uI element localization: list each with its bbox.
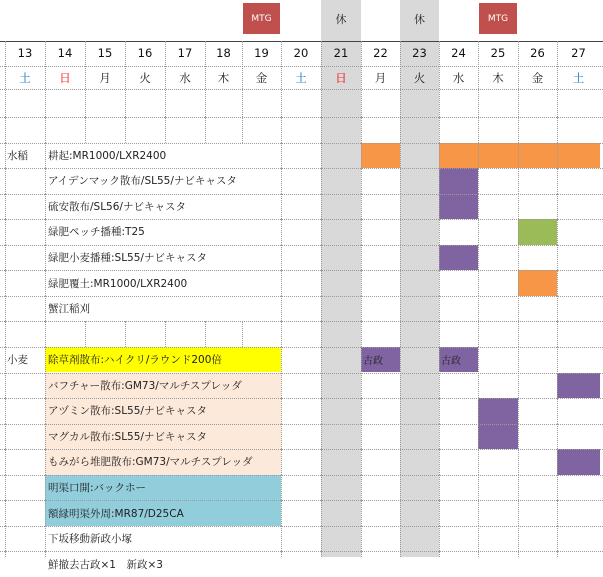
grid-col-line — [518, 373, 519, 399]
grid-col-line — [5, 219, 6, 245]
grid-col-line — [281, 475, 282, 501]
grid-col-line — [361, 143, 362, 169]
schedule-cell[interactable] — [439, 194, 478, 220]
grid-col-line — [281, 526, 282, 552]
weekday-label: 木 — [217, 71, 230, 85]
grid-col-line — [85, 321, 86, 347]
grid-col-line — [321, 219, 322, 245]
grid-col-line — [45, 117, 46, 143]
grid-col-line — [321, 194, 322, 220]
grid-col-line — [400, 117, 401, 143]
grid-col-line — [361, 117, 362, 143]
grid-col-line — [518, 194, 519, 220]
grid-col-line — [361, 551, 362, 557]
schedule-cell[interactable] — [518, 270, 557, 296]
grid-col-line — [557, 500, 558, 526]
grid-col-line — [557, 398, 558, 424]
grid-col-line — [361, 373, 362, 399]
grid-col-line — [478, 194, 479, 220]
grid-col-line — [400, 168, 401, 194]
grid-col-line — [5, 168, 6, 194]
grid-col-line — [361, 398, 362, 424]
grid-col-line — [439, 168, 440, 194]
cell-text: 古政 — [441, 356, 461, 368]
grid-col-line — [518, 347, 519, 373]
grid-col-line — [518, 551, 519, 557]
grid-col-line — [321, 475, 322, 501]
grid-col-line — [478, 398, 479, 424]
task-label[interactable]: 鮮撤去古政×1 新政×3 — [48, 558, 163, 571]
grid-col-line — [125, 117, 126, 143]
grid-col-line — [557, 245, 558, 271]
weekday-label: 水 — [179, 71, 191, 85]
grid-col-line — [439, 296, 440, 322]
task-label[interactable]: アヅミン散布:SL55/ナビキャスタ — [48, 405, 207, 418]
grid-col-line — [281, 194, 282, 220]
grid-col-line — [361, 347, 362, 373]
grid-col-line — [321, 424, 322, 450]
holiday-marker: 休 — [335, 13, 347, 26]
grid-col-line — [5, 117, 6, 143]
grid-col-line — [281, 270, 282, 296]
grid-col-line — [5, 449, 6, 475]
day-number: 15 — [97, 46, 113, 60]
weekday-label: 火 — [139, 71, 151, 85]
grid-col-line — [400, 347, 401, 373]
grid-col-line — [518, 424, 519, 450]
grid-col-line — [205, 117, 206, 143]
grid-col-line — [361, 194, 362, 220]
grid-col-line — [321, 245, 322, 271]
grid-col-line — [518, 143, 519, 169]
grid-col-line — [321, 296, 322, 322]
grid-col-line — [5, 245, 6, 271]
grid-col-line — [557, 143, 558, 169]
task-label[interactable]: 明渠口開:バックホー — [48, 481, 147, 494]
grid-col-line — [400, 270, 401, 296]
task-label[interactable]: 除草剤散布:ハイクリ/ラウンド200倍 — [48, 354, 222, 367]
grid-col-line — [361, 219, 362, 245]
grid-col-line — [5, 551, 6, 557]
weekday-label: 土 — [19, 71, 31, 85]
grid-col-line — [281, 551, 282, 557]
schedule-cell[interactable] — [439, 168, 478, 194]
day-number: 25 — [490, 46, 506, 60]
grid-col-line — [281, 168, 282, 194]
grid-col-line — [321, 143, 322, 169]
grid-col-line — [321, 347, 322, 373]
weekday-label: 金 — [531, 71, 544, 85]
grid-col-line — [518, 270, 519, 296]
grid-col-line — [85, 41, 86, 117]
grid-col-line — [439, 449, 440, 475]
grid-col-line — [439, 219, 440, 245]
task-label[interactable]: 耕起:MR1000/LXR2400 — [48, 149, 167, 162]
grid-col-line — [478, 296, 479, 322]
header-rule — [0, 41, 603, 42]
task-label[interactable]: もみがら堆肥散布:GM73/マルチスプレッダ — [48, 456, 253, 469]
grid-col-line — [321, 168, 322, 194]
grid-col-line — [85, 117, 86, 143]
grid-col-line — [5, 347, 6, 373]
grid-col-line — [518, 219, 519, 245]
grid-col-line — [518, 41, 519, 117]
grid-col-line — [439, 245, 440, 271]
grid-col-line — [557, 449, 558, 475]
grid-col-line — [321, 321, 322, 347]
grid-col-line — [242, 117, 243, 143]
grid-col-line — [281, 373, 282, 399]
schedule-cell[interactable] — [557, 373, 600, 399]
schedule-cell[interactable] — [557, 449, 600, 475]
day-number: 27 — [571, 46, 586, 60]
grid-col-line — [439, 526, 440, 552]
grid-col-line — [5, 321, 6, 347]
grid-col-line — [281, 424, 282, 450]
grid-col-line — [478, 475, 479, 501]
grid-col-line — [478, 424, 479, 450]
grid-col-line — [478, 347, 479, 373]
group-label: 小麦 — [7, 354, 28, 367]
grid-row-line — [0, 296, 603, 297]
grid-col-line — [439, 500, 440, 526]
grid-col-line — [478, 168, 479, 194]
grid-col-line — [281, 347, 282, 373]
grid-col-line — [439, 475, 440, 501]
grid-col-line — [125, 41, 126, 117]
grid-col-line — [439, 347, 440, 373]
grid-col-line — [557, 296, 558, 322]
grid-col-line — [439, 424, 440, 450]
schedule-cell[interactable] — [478, 424, 518, 450]
day-number: 20 — [293, 46, 309, 60]
day-number: 17 — [177, 46, 193, 60]
grid-col-line — [439, 321, 440, 347]
grid-col-line — [400, 526, 401, 552]
grid-col-line — [478, 500, 479, 526]
grid-col-line — [557, 41, 558, 117]
grid-col-line — [478, 143, 479, 169]
day-number: 19 — [254, 46, 269, 60]
task-label[interactable]: アイデンマック散布/SL55/ナビキャスタ — [48, 175, 237, 188]
grid-col-line — [557, 270, 558, 296]
grid-col-line — [5, 475, 6, 501]
day-number: 16 — [137, 46, 153, 60]
holiday-marker: 休 — [414, 13, 425, 26]
grid-col-line — [45, 321, 46, 347]
grid-col-line — [5, 526, 6, 552]
day-number: 23 — [412, 46, 427, 60]
schedule-cell[interactable] — [361, 143, 400, 169]
grid-col-line — [5, 143, 6, 169]
day-number: 13 — [17, 46, 33, 60]
day-number: 21 — [333, 46, 349, 60]
mtg-badge: MTG — [243, 3, 280, 34]
grid-col-line — [361, 321, 362, 347]
grid-col-line — [439, 117, 440, 143]
grid-col-line — [281, 449, 282, 475]
grid-col-line — [557, 551, 558, 557]
grid-col-line — [5, 424, 6, 450]
day-number: 22 — [373, 46, 388, 60]
grid-col-line — [281, 143, 282, 169]
grid-col-line — [165, 41, 166, 117]
grid-col-line — [439, 398, 440, 424]
grid-col-line — [361, 270, 362, 296]
grid-col-line — [361, 245, 362, 271]
grid-col-line — [242, 321, 243, 347]
weekday-label: 日 — [59, 71, 71, 85]
weekday-label: 火 — [413, 71, 426, 85]
grid-col-line — [518, 526, 519, 552]
schedule-cell[interactable] — [439, 143, 600, 169]
task-label[interactable]: 緑肥覆土:MR1000/LXR2400 — [48, 277, 188, 290]
grid-col-line — [5, 194, 6, 220]
grid-col-line — [361, 296, 362, 322]
schedule-cell[interactable] — [518, 219, 557, 245]
grid-col-line — [205, 41, 206, 117]
task-label[interactable]: 下坂移動新政小塚 — [48, 533, 132, 546]
grid-col-line — [518, 296, 519, 322]
grid-col-line — [518, 449, 519, 475]
grid-col-line — [557, 117, 558, 143]
grid-col-line — [400, 321, 401, 347]
grid-col-line — [518, 398, 519, 424]
grid-col-line — [400, 245, 401, 271]
grid-col-line — [205, 321, 206, 347]
grid-col-line — [400, 296, 401, 322]
grid-col-line — [557, 219, 558, 245]
grid-col-line — [321, 551, 322, 557]
day-number: 26 — [530, 46, 545, 60]
grid-col-line — [557, 194, 558, 220]
grid-col-line — [281, 245, 282, 271]
grid-col-line — [45, 41, 46, 117]
grid-col-line — [400, 500, 401, 526]
grid-row-line — [0, 321, 603, 322]
mtg-badge: MTG — [479, 3, 517, 34]
task-label[interactable]: バフチャー散布:GM73/マルチスプレッダ — [48, 379, 242, 392]
grid-col-line — [518, 500, 519, 526]
grid-col-line — [400, 424, 401, 450]
grid-col-line — [361, 500, 362, 526]
grid-col-line — [281, 41, 282, 117]
grid-col-line — [557, 347, 558, 373]
task-label[interactable]: 緑肥小麦播種:SL55/ナビキャスタ — [48, 252, 207, 265]
grid-col-line — [5, 500, 6, 526]
weekday-label: 金 — [255, 71, 268, 85]
weekday-label: 土 — [295, 71, 307, 85]
grid-col-line — [439, 194, 440, 220]
weekday-label: 月 — [99, 71, 111, 85]
grid-col-line — [478, 270, 479, 296]
day-number: 24 — [451, 46, 466, 60]
grid-col-line — [400, 143, 401, 169]
day-number: 14 — [57, 46, 73, 60]
grid-col-line — [478, 219, 479, 245]
task-label[interactable]: マグカル散布:SL55/ナビキャスタ — [48, 430, 207, 443]
day-number: 18 — [216, 46, 231, 60]
grid-col-line — [557, 424, 558, 450]
grid-col-line — [400, 449, 401, 475]
task-label[interactable]: 緑肥ペッチ播種:T25 — [48, 226, 145, 239]
weekday-label: 日 — [335, 71, 347, 85]
grid-row-line — [0, 66, 603, 67]
grid-col-line — [321, 526, 322, 552]
grid-col-line — [125, 321, 126, 347]
grid-col-line — [400, 41, 401, 117]
group-label: 水稲 — [7, 149, 28, 162]
grid-col-line — [165, 321, 166, 347]
grid-col-line — [400, 219, 401, 245]
grid-col-line — [518, 168, 519, 194]
grid-col-line — [557, 373, 558, 399]
grid-col-line — [557, 475, 558, 501]
grid-col-line — [321, 270, 322, 296]
grid-col-line — [5, 270, 6, 296]
grid-col-line — [400, 373, 401, 399]
grid-col-line — [478, 245, 479, 271]
grid-col-line — [478, 41, 479, 117]
grid-col-line — [439, 41, 440, 117]
grid-col-line — [478, 449, 479, 475]
grid-col-line — [5, 296, 6, 322]
grid-col-line — [478, 551, 479, 557]
grid-col-line — [439, 143, 440, 169]
grid-col-line — [361, 424, 362, 450]
grid-col-line — [557, 168, 558, 194]
grid-col-line — [5, 398, 6, 424]
grid-col-line — [361, 526, 362, 552]
grid-col-line — [281, 296, 282, 322]
grid-col-line — [321, 117, 322, 143]
grid-col-line — [321, 41, 322, 117]
grid-col-line — [557, 321, 558, 347]
grid-col-line — [557, 526, 558, 552]
grid-col-line — [361, 449, 362, 475]
grid-col-line — [478, 321, 479, 347]
grid-col-line — [281, 500, 282, 526]
grid-col-line — [165, 117, 166, 143]
grid-col-line — [361, 168, 362, 194]
grid-col-line — [281, 398, 282, 424]
grid-col-line — [281, 321, 282, 347]
grid-col-line — [439, 551, 440, 557]
grid-row-line — [0, 89, 603, 90]
task-label[interactable]: 額縁明渠外周:MR87/D25CA — [48, 507, 184, 520]
schedule-cell[interactable] — [439, 245, 478, 271]
grid-col-line — [321, 398, 322, 424]
grid-col-line — [321, 500, 322, 526]
grid-col-line — [478, 526, 479, 552]
grid-col-line — [361, 41, 362, 117]
grid-col-line — [5, 373, 6, 399]
grid-col-line — [242, 41, 243, 117]
grid-col-line — [400, 398, 401, 424]
task-label[interactable]: 硫安散布/SL56/ナビキャスタ — [48, 200, 186, 213]
weekday-label: 月 — [374, 71, 387, 85]
grid-col-line — [439, 270, 440, 296]
grid-col-line — [281, 117, 282, 143]
grid-col-line — [518, 321, 519, 347]
grid-col-line — [478, 117, 479, 143]
grid-col-line — [281, 219, 282, 245]
grid-col-line — [439, 373, 440, 399]
schedule-cell[interactable] — [478, 398, 518, 424]
weekday-label: 木 — [492, 71, 504, 85]
task-label[interactable]: 蟹江稲刈 — [48, 303, 90, 316]
cell-text: 古政 — [363, 356, 383, 368]
grid-col-line — [361, 475, 362, 501]
grid-col-line — [321, 373, 322, 399]
grid-col-line — [518, 475, 519, 501]
grid-col-line — [478, 373, 479, 399]
grid-col-line — [5, 41, 6, 117]
grid-col-line — [321, 449, 322, 475]
grid-col-line — [400, 194, 401, 220]
grid-col-line — [518, 117, 519, 143]
weekday-label: 水 — [452, 71, 465, 85]
weekday-label: 土 — [572, 71, 585, 85]
grid-col-line — [400, 551, 401, 557]
grid-col-line — [400, 475, 401, 501]
grid-row-line — [0, 117, 603, 118]
grid-col-line — [518, 245, 519, 271]
